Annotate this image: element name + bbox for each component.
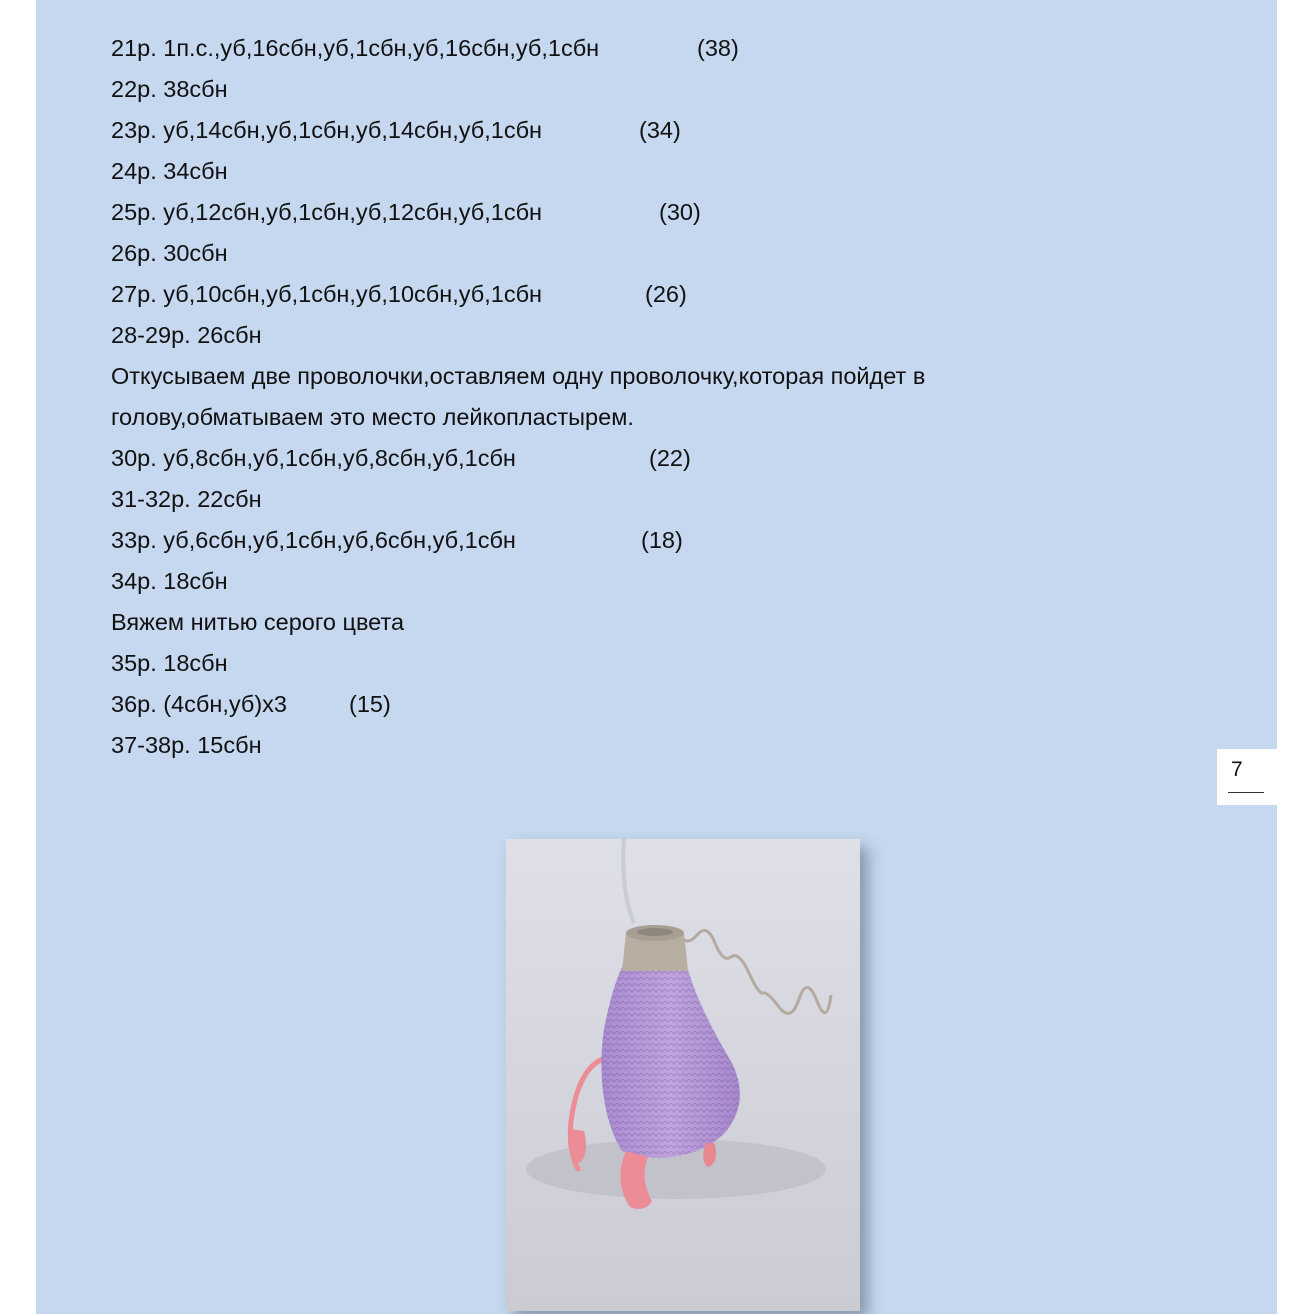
pattern-line bbox=[111, 725, 1211, 766]
pattern-line bbox=[111, 151, 1211, 192]
pattern-line bbox=[111, 479, 1211, 520]
pattern-line bbox=[111, 192, 1211, 233]
stitch-count: (34) bbox=[639, 117, 681, 143]
crochet-photo bbox=[506, 839, 860, 1311]
pattern-line bbox=[111, 684, 1211, 725]
row-instruction: 25р. уб,12сбн,уб,1сбн,уб,12сбн,уб,1сбн bbox=[111, 199, 543, 225]
pattern-line bbox=[111, 69, 1211, 110]
pattern-line bbox=[111, 233, 1211, 274]
pattern-line bbox=[111, 397, 1211, 438]
pattern-line bbox=[111, 643, 1211, 684]
pattern-text bbox=[111, 28, 1211, 766]
row-instruction: 35р. 18сбн bbox=[111, 650, 228, 676]
row-instruction: 22р. 38сбн bbox=[111, 76, 228, 102]
row-instruction: Откусываем две проволочки,оставляем одну проволочку,которая пойдет в bbox=[111, 363, 926, 389]
stitch-count: (18) bbox=[641, 527, 683, 553]
row-instruction: 26р. 30сбн bbox=[111, 240, 228, 266]
pattern-line bbox=[111, 438, 1211, 479]
pattern-line bbox=[111, 110, 1211, 151]
pattern-line bbox=[111, 520, 1211, 561]
stitch-count: (15) bbox=[349, 691, 391, 717]
row-instruction: 30р. уб,8сбн,уб,1сбн,уб,8сбн,уб,1сбн bbox=[111, 445, 516, 471]
stitch-count: (30) bbox=[659, 199, 701, 225]
pattern-line bbox=[111, 315, 1211, 356]
row-instruction: голову,обматываем это место лейкопластырем. bbox=[111, 404, 634, 430]
row-instruction: 24р. 34сбн bbox=[111, 158, 228, 184]
row-instruction: 36р. (4сбн,уб)х3 bbox=[111, 691, 287, 717]
row-instruction: 31-32р. 22сбн bbox=[111, 486, 262, 512]
pattern-line bbox=[111, 274, 1211, 315]
page-number: 7 bbox=[1231, 758, 1243, 781]
page-number-rule bbox=[1228, 792, 1264, 793]
row-instruction: Вяжем нитью серого цвета bbox=[111, 609, 405, 635]
pattern-line bbox=[111, 602, 1211, 643]
stitch-count: (26) bbox=[645, 281, 687, 307]
page-number-box bbox=[1217, 749, 1277, 805]
row-instruction: 34р. 18сбн bbox=[111, 568, 228, 594]
row-instruction: 33р. уб,6сбн,уб,1сбн,уб,6сбн,уб,1сбн bbox=[111, 527, 516, 553]
row-instruction: 21р. 1п.с.,уб,16сбн,уб,1сбн,уб,16сбн,уб,1сбн bbox=[111, 35, 600, 61]
stitch-count: (38) bbox=[697, 35, 739, 61]
pattern-line bbox=[111, 28, 1211, 69]
stitch-count: (22) bbox=[649, 445, 691, 471]
pattern-line bbox=[111, 356, 1211, 397]
row-instruction: 28-29р. 26сбн bbox=[111, 322, 262, 348]
row-instruction: 37-38р. 15сбн bbox=[111, 732, 262, 758]
pattern-line bbox=[111, 561, 1211, 602]
row-instruction: 23р. уб,14сбн,уб,1сбн,уб,14сбн,уб,1сбн bbox=[111, 117, 543, 143]
row-instruction: 27р. уб,10сбн,уб,1сбн,уб,10сбн,уб,1сбн bbox=[111, 281, 543, 307]
